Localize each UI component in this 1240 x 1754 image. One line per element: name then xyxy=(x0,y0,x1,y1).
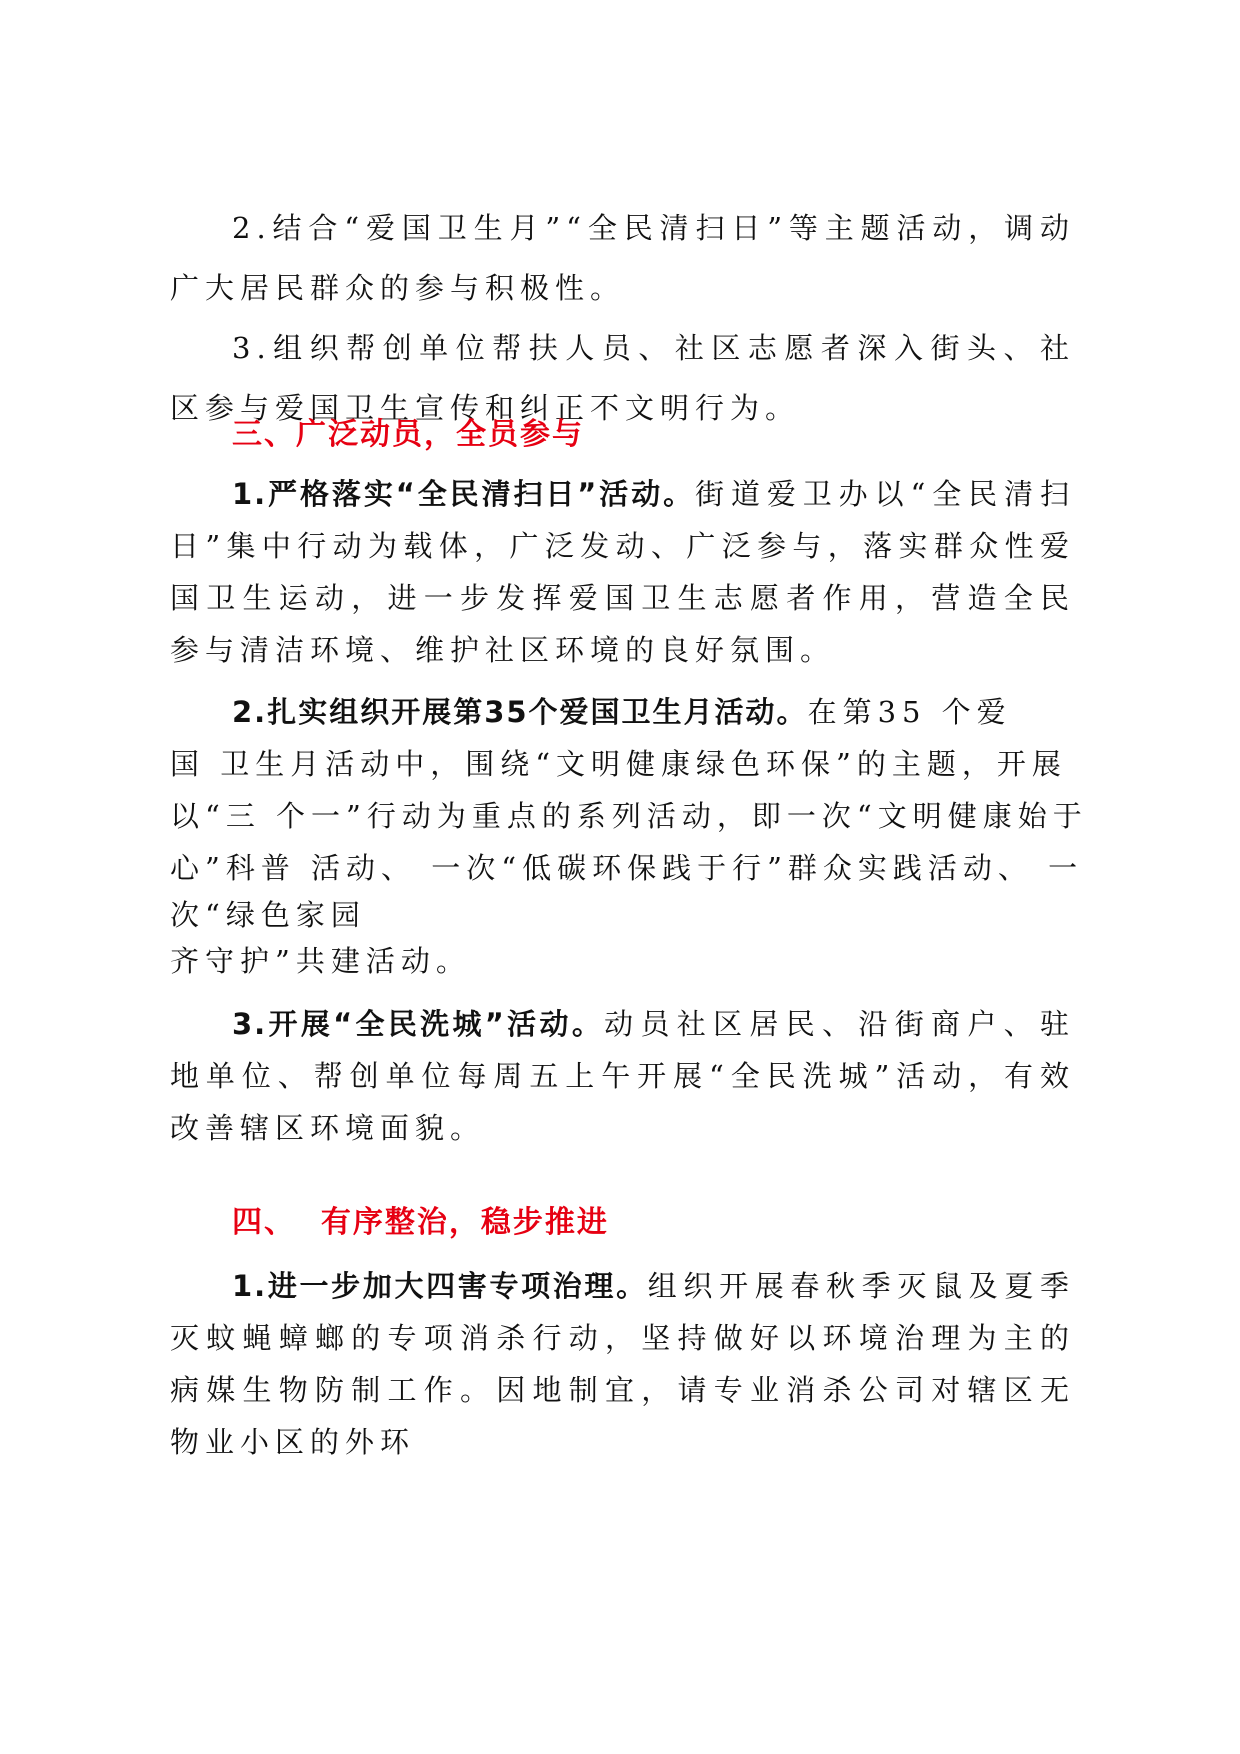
section-3-heading: 三、广泛动员，全员参与 xyxy=(232,417,584,452)
section-3-item-2-line-4: 心”科普 活动、 一次“低碳环保践于行”群众实践活动、 一 xyxy=(170,851,1084,885)
section-2-items xyxy=(170,198,1075,438)
section-4-heading: 四、 有序整治，稳步推进 xyxy=(232,1205,609,1240)
section-3-item-2 xyxy=(170,686,1088,986)
section-3-item-2-line-1: 2.扎实组织开展第35个爱国卫生月活动。在第35 个爱 xyxy=(232,695,1012,729)
section-3-item-3 xyxy=(170,998,1075,1154)
section-3-item-3-body: 动员社区居民、沿街商户、驻地单位、帮创单位每周五上午开展“全民洗城”活动，有效改善辖区环境面貌。 xyxy=(170,1007,1075,1145)
section-3 xyxy=(170,408,1088,1154)
section-2-item-2: 2.结合“爱国卫生月”“全民清扫日”等主题活动，调动广大居民群众的参与积极性。 xyxy=(170,211,1075,305)
section-4 xyxy=(170,1196,1075,1468)
section-2-item-3: 3.组织帮创单位帮扶人员、社区志愿者深入街头、社区参与爱国卫生宣传和纠正不文明行为。 xyxy=(170,331,1075,425)
section-3-item-2-line-6: 齐守护”共建活动。 xyxy=(170,944,471,978)
section-4-item-1 xyxy=(170,1260,1075,1468)
section-3-item-2-line-2: 国 卫生月活动中，围绕“文明健康绿色环保”的主题，开展 xyxy=(170,747,1067,781)
section-3-item-1-lead: 1.严格落实“全民清扫日”活动。 xyxy=(232,477,696,511)
section-4-item-1-body: 组织开展春秋季灭鼠及夏季灭蚊蝇蟑螂的专项消杀行动，坚持做好以环境治理为主的病媒生物防制工作。因地制宜，请专业消杀公司对辖区无物业小区的外环 xyxy=(170,1269,1075,1459)
section-3-item-2-line-5: 次“绿色家园 xyxy=(170,898,366,932)
section-3-item-2-line-3: 以“三 个一”行动为重点的系列活动，即一次“文明健康始于 xyxy=(170,799,1088,833)
section-3-item-1-body: 街道爱卫办以“全民清扫日”集中行动为载体，广泛发动、广泛参与，落实群众性爱国卫生运动，进一步发挥爱国卫生志愿者作用，营造全民参与清洁环境、维护社区环境的良好氛围。 xyxy=(170,477,1075,667)
section-3-item-2-lead: 2.扎实组织开展第35个爱国卫生月活动。 xyxy=(232,695,808,729)
section-4-item-1-lead: 1.进一步加大四害专项治理。 xyxy=(232,1269,648,1303)
section-3-item-1 xyxy=(170,468,1075,676)
section-3-item-3-lead: 3.开展“全民洗城”活动。 xyxy=(232,1007,605,1041)
